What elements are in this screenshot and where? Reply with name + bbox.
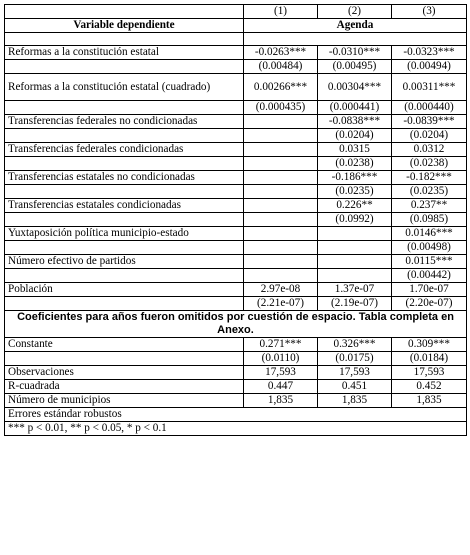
- standard-error-row: [5, 129, 467, 143]
- standard-error-value: (0.000441): [318, 101, 392, 115]
- standard-error-value: [244, 269, 318, 283]
- coefficient-value: 0.00304***: [318, 74, 392, 101]
- coefficient-value: 0.0315: [318, 143, 392, 157]
- constant-value: 0.271***: [244, 338, 318, 352]
- coefficient-value: 0.00266***: [244, 74, 318, 101]
- constant-value: 0.309***: [392, 338, 467, 352]
- standard-error-value: (0.0238): [392, 157, 467, 171]
- coefficient-value: -0.186***: [318, 171, 392, 185]
- blank-cell: [5, 33, 244, 46]
- standard-error-value: (0.0204): [392, 129, 467, 143]
- robust-errors-note: Errores estándar robustos: [5, 408, 467, 422]
- variable-label: Transferencias estatales condicionadas: [5, 199, 244, 213]
- constant-standard-error: (0.0110): [244, 352, 318, 366]
- column-number-row: [5, 5, 467, 19]
- coefficient-value: [244, 143, 318, 157]
- statistic-value: 1,835: [318, 394, 392, 408]
- blank-cell: [5, 60, 244, 74]
- coefficient-value: [244, 255, 318, 269]
- standard-error-value: [244, 185, 318, 199]
- standard-error-value: [244, 129, 318, 143]
- coefficient-value: 1.37e-07: [318, 283, 392, 297]
- coefficient-value: 1.70e-07: [392, 283, 467, 297]
- standard-error-value: (0.0204): [318, 129, 392, 143]
- coefficient-value: 2.97e-08: [244, 283, 318, 297]
- dependent-variable-row: [5, 19, 467, 33]
- coefficient-row: [5, 74, 467, 101]
- coefficient-value: -0.0839***: [392, 115, 467, 129]
- statistic-label: R-cuadrada: [5, 380, 244, 394]
- standard-error-value: (0.000435): [244, 101, 318, 115]
- blank-cell: [5, 129, 244, 143]
- standard-error-row: [5, 241, 467, 255]
- standard-error-value: (2.20e-07): [392, 297, 467, 311]
- variable-label: Población: [5, 283, 244, 297]
- coefficient-row: [5, 255, 467, 269]
- standard-error-row: [5, 297, 467, 311]
- standard-error-value: (2.19e-07): [318, 297, 392, 311]
- constant-se-row: [5, 352, 467, 366]
- coefficient-row: [5, 46, 467, 60]
- statistic-row: [5, 380, 467, 394]
- standard-error-value: [244, 213, 318, 227]
- constant-standard-error: (0.0175): [318, 352, 392, 366]
- blank-cell: [5, 352, 244, 366]
- blank-cell: [5, 101, 244, 115]
- standard-error-row: [5, 60, 467, 74]
- statistic-row: [5, 366, 467, 380]
- coefficient-row: [5, 283, 467, 297]
- variable-label: Reformas a la constitución estatal (cuadrado): [5, 74, 244, 101]
- standard-error-row: [5, 185, 467, 199]
- standard-error-value: [244, 241, 318, 255]
- standard-error-row: [5, 101, 467, 115]
- column-number: (3): [392, 5, 467, 19]
- coefficient-value: [318, 227, 392, 241]
- coefficient-value: -0.0323***: [392, 46, 467, 60]
- statistic-value: 17,593: [392, 366, 467, 380]
- coefficient-value: -0.0263***: [244, 46, 318, 60]
- blank-cell: [5, 157, 244, 171]
- variable-label: Transferencias estatales no condicionadas: [5, 171, 244, 185]
- coefficient-row: [5, 143, 467, 157]
- dependent-variable-name: Agenda: [244, 19, 467, 33]
- variable-label: Transferencias federales no condicionadas: [5, 115, 244, 129]
- standard-error-value: (0.0985): [392, 213, 467, 227]
- significance-legend: *** p < 0.01, ** p < 0.05, * p < 0.1: [5, 422, 467, 436]
- robust-errors-row: [5, 408, 467, 422]
- blank-cell: [5, 269, 244, 283]
- significance-row: [5, 422, 467, 436]
- dependent-variable-label: Variable dependiente: [5, 19, 244, 33]
- statistic-label: Observaciones: [5, 366, 244, 380]
- blank-cell: [5, 241, 244, 255]
- standard-error-value: [318, 241, 392, 255]
- coefficient-value: 0.0115***: [392, 255, 467, 269]
- omitted-coefficients-note: Coeficientes para años fueron omitidos por cuestión de espacio. Tabla completa en Anexo.: [5, 311, 467, 338]
- standard-error-value: (0.00494): [392, 60, 467, 74]
- column-number: (2): [318, 5, 392, 19]
- coefficient-row: [5, 199, 467, 213]
- standard-error-value: [318, 269, 392, 283]
- standard-error-value: (0.0235): [318, 185, 392, 199]
- standard-error-value: (0.0238): [318, 157, 392, 171]
- statistic-value: 17,593: [244, 366, 318, 380]
- statistic-value: 1,835: [244, 394, 318, 408]
- regression-table: [4, 4, 467, 436]
- standard-error-row: [5, 157, 467, 171]
- constant-row: [5, 338, 467, 352]
- standard-error-value: (2.21e-07): [244, 297, 318, 311]
- standard-error-value: (0.00498): [392, 241, 467, 255]
- constant-value: 0.326***: [318, 338, 392, 352]
- coefficient-value: -0.0310***: [318, 46, 392, 60]
- coefficient-row: [5, 115, 467, 129]
- standard-error-value: (0.00484): [244, 60, 318, 74]
- blank-cell: [5, 185, 244, 199]
- coefficient-value: 0.237**: [392, 199, 467, 213]
- coefficient-value: [244, 115, 318, 129]
- spacer-row: [5, 33, 467, 46]
- standard-error-value: (0.00495): [318, 60, 392, 74]
- coefficient-value: 0.0146***: [392, 227, 467, 241]
- column-number: (1): [244, 5, 318, 19]
- coefficient-value: [244, 199, 318, 213]
- variable-label: Reformas a la constitución estatal: [5, 46, 244, 60]
- statistic-value: 1,835: [392, 394, 467, 408]
- statistic-value: 17,593: [318, 366, 392, 380]
- statistic-value: 0.451: [318, 380, 392, 394]
- coefficient-value: 0.226**: [318, 199, 392, 213]
- coefficient-value: -0.182***: [392, 171, 467, 185]
- coefficient-row: [5, 171, 467, 185]
- statistic-value: 0.447: [244, 380, 318, 394]
- regression-table-container: [4, 4, 466, 436]
- standard-error-value: [244, 157, 318, 171]
- statistic-value: 0.452: [392, 380, 467, 394]
- coefficient-value: 0.0312: [392, 143, 467, 157]
- coefficient-value: [244, 171, 318, 185]
- statistic-label: Número de municipios: [5, 394, 244, 408]
- variable-label: Transferencias federales condicionadas: [5, 143, 244, 157]
- variable-label: Número efectivo de partidos: [5, 255, 244, 269]
- standard-error-row: [5, 269, 467, 283]
- standard-error-value: (0.000440): [392, 101, 467, 115]
- constant-label: Constante: [5, 338, 244, 352]
- coefficient-value: -0.0838***: [318, 115, 392, 129]
- standard-error-row: [5, 213, 467, 227]
- blank-cell: [5, 297, 244, 311]
- constant-standard-error: (0.0184): [392, 352, 467, 366]
- variable-label: Yuxtaposición política municipio-estado: [5, 227, 244, 241]
- blank-cell: [5, 5, 244, 19]
- coefficient-value: [318, 255, 392, 269]
- standard-error-value: (0.0992): [318, 213, 392, 227]
- coefficient-value: [244, 227, 318, 241]
- standard-error-value: (0.0235): [392, 185, 467, 199]
- standard-error-value: (0.00442): [392, 269, 467, 283]
- coefficient-row: [5, 227, 467, 241]
- blank-cell: [5, 213, 244, 227]
- statistic-row: [5, 394, 467, 408]
- omitted-note-row: [5, 311, 467, 338]
- blank-cell: [244, 33, 467, 46]
- coefficient-value: 0.00311***: [392, 74, 467, 101]
